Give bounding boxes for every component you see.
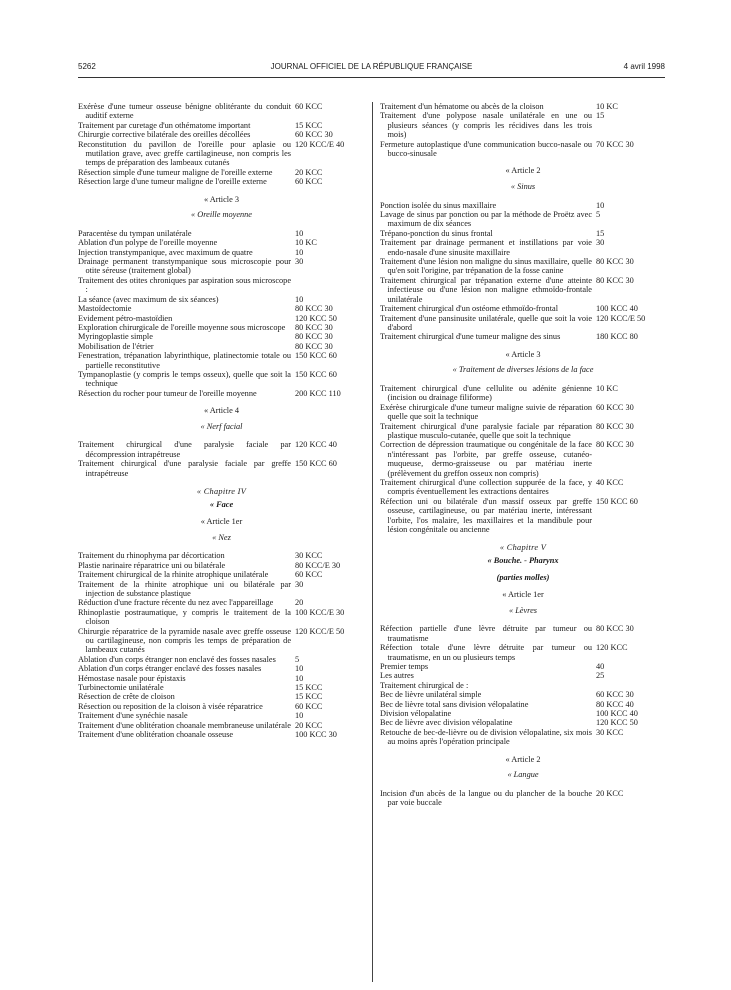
procedure-label: Traitement chirurgical d'une collection suppurée de la face, y compris éventuellement les extractions dentaires [380, 477, 592, 497]
tariff-row [78, 314, 365, 323]
chapter-title: « Bouche. - Pharynx [487, 556, 559, 565]
procedure-label: Chirurgie réparatrice de la pyramide nasale avec greffe osseuse ou cartilagineuse, non compris les temps de préparation de lambeaux cutanés [78, 626, 291, 655]
tariff-row [78, 440, 365, 459]
tariff-value: 70 KCC 30 [596, 139, 634, 149]
tariff-value: 15 [596, 111, 605, 121]
tariff-value: 15 [596, 228, 605, 238]
procedure-label: Tympanoplastie (y compris le temps osseux), quelle que soit la technique [78, 369, 291, 389]
tariff-row [78, 711, 365, 720]
tariff-value: 120 KCC/E 40 [295, 139, 345, 149]
tariff-row [78, 238, 365, 247]
tariff-value: 100 KCC/E 30 [295, 607, 345, 617]
procedure-label: Correction de dépression traumatique ou congénitale de la face n'intéressant pas l'orbite, par greffe osseuse, cutanéo-muqueuse, dermo-graisseuse ou par matériau inerte (prélèvement du greffon osseux non compris) [380, 440, 592, 478]
procedure-label: La séance (avec maximum de six séances) [78, 294, 219, 304]
tariff-value: 60 KCC 30 [295, 130, 333, 140]
tariff-value: 15 KCC [295, 120, 323, 130]
tariff-row [380, 497, 666, 535]
tariff-value: 120 KCC/E 50 [295, 626, 345, 636]
tariff-value: 20 KCC [295, 167, 323, 177]
procedure-label: Traitement d'une polypose nasale unilatérale en une ou plusieurs séances (y compris les récidives dans les trois mois) [380, 111, 592, 140]
tariff-row [380, 304, 666, 313]
tariff-row [78, 459, 365, 478]
tariff-value: 30 KCC [596, 727, 624, 737]
tariff-row [380, 422, 666, 441]
tariff-row [380, 229, 666, 238]
procedure-label: Résection simple d'une tumeur maligne de l'oreille externe [78, 167, 273, 177]
tariff-row [78, 389, 365, 398]
tariff-row [78, 168, 365, 177]
tariff-row [380, 238, 666, 257]
procedure-label: Traitement d'un hématome ou abcès de la cloison [380, 102, 544, 111]
procedure-label: Résection du rocher pour tumeur de l'oreille moyenne [78, 388, 257, 398]
article-heading: « Article 3 [203, 194, 240, 204]
tariff-value: 30 KCC [295, 551, 323, 561]
procedure-label: Traitement par curetage d'un othématome important [78, 120, 251, 130]
tariff-row [380, 728, 666, 747]
tariff-row [78, 248, 365, 257]
tariff-row [78, 323, 365, 332]
tariff-value: 10 [295, 247, 304, 257]
procedure-label: Résection de crête de cloison [78, 692, 175, 702]
tariff-row [380, 111, 666, 139]
procedure-label: Division vélopalatine [380, 709, 452, 719]
tariff-row [380, 718, 666, 727]
tariff-row [380, 140, 666, 159]
tariff-row [78, 683, 365, 692]
tariff-row [380, 624, 666, 643]
chapter-title: (parties molles) [496, 572, 550, 582]
procedure-label: Ablation d'un corps étranger enclavé des fosses nasales [78, 664, 262, 674]
procedure-label: Exérèse chirurgicale d'une tumeur maligne suivie de réparation quelle que soit la technique [380, 402, 592, 422]
tariff-row [380, 690, 666, 699]
procedure-label: Réfection totale d'une lèvre détruite par tumeur ou traumatisme, en un ou plusieurs temps [380, 643, 592, 662]
procedure-label: Mobilisation de l'étrier [78, 341, 154, 351]
tariff-row [78, 561, 365, 570]
tariff-value: 80 KCC 30 [596, 275, 634, 285]
tariff-row [78, 342, 365, 351]
tariff-value: 80 KCC 40 [596, 699, 634, 709]
tariff-row [78, 295, 365, 304]
section-heading: « Langue [507, 770, 539, 780]
tariff-value: 150 KCC 60 [295, 351, 337, 361]
procedure-label: Ablation d'un polype de l'oreille moyenne [78, 238, 218, 248]
procedure-label: Fenestration, trépanation labyrinthique, platinectomie totale ou partielle reconstitutive [78, 351, 291, 370]
section-heading: « Nez [212, 532, 231, 542]
tariff-row [78, 580, 365, 599]
procedure-label: Traitement par drainage permanent et instillations par voie endo-nasale d'une sinusite maxillaire [380, 238, 592, 257]
tariff-value: 10 KC [596, 102, 618, 111]
tariff-value [592, 681, 666, 690]
procedure-label: Ablation d'un corps étranger non enclavé des fosses nasales [78, 654, 276, 664]
tariff-value: 60 KCC [295, 570, 323, 580]
tariff-row [380, 440, 666, 478]
tariff-row [380, 276, 666, 304]
tariff-row [78, 140, 365, 168]
procedure-label: Traitement chirurgical d'un ostéome ethmoïdo-frontal [380, 304, 558, 314]
procedure-label: Fermeture autoplastique d'une communication bucco-nasale ou bucco-sinusale [380, 139, 592, 159]
tariff-row [78, 570, 365, 579]
chapter-title: « Face [209, 499, 234, 509]
tariff-value: 60 KCC [295, 102, 323, 111]
tariff-row [380, 314, 666, 333]
tariff-row [78, 257, 365, 276]
procedure-label: Résection large d'une tumeur maligne de l'oreille externe [78, 177, 267, 187]
tariff-value: 10 [295, 673, 304, 683]
tariff-row [380, 643, 666, 662]
tariff-value: 25 [596, 671, 605, 681]
chapter-heading: « Chapitre IV [196, 486, 247, 496]
procedure-label: Injection transtympanique, avec maximum de quatre [78, 247, 253, 257]
tariff-value: 10 [596, 200, 605, 210]
tariff-value [291, 276, 365, 295]
tariff-value: 60 KCC [295, 701, 323, 711]
tariff-value: 80 KCC 30 [596, 440, 634, 450]
procedure-label: Traitement d'une oblitération choanale membraneuse unilatérale [78, 720, 291, 730]
procedure-label: Incision d'un abcès de la langue ou du plancher de la bouche par voie buccale [380, 788, 592, 808]
tariff-row [78, 370, 365, 389]
tariff-value: 80 KCC 30 [295, 322, 333, 332]
procedure-label: Mastoïdectomie [78, 304, 132, 314]
tariff-value: 60 KCC 30 [596, 402, 634, 412]
tariff-value: 5 [596, 210, 601, 220]
article-heading: « Article 1er [502, 590, 544, 600]
section-heading: « Nerf facial [200, 421, 243, 431]
procedure-label: Réfection uni ou bilatérale d'un massif osseux par greffe osseuse, cartilagineuse, ou par matériau inerte, intéressant l'orbite, l'os malaire, les maxillaires et la mandibule pour lésion congénitale ou ancienne [380, 496, 592, 534]
issue-date: 4 avril 1998 [623, 62, 665, 71]
article-heading: « Article 1er [200, 517, 243, 527]
tariff-row [380, 709, 666, 718]
tariff-row [380, 478, 666, 497]
tariff-row [380, 403, 666, 422]
tariff-row [380, 681, 666, 690]
tariff-value: 80 KCC 30 [596, 624, 634, 634]
procedure-label: Résection ou reposition de la cloison à visée réparatrice [78, 701, 263, 711]
tariff-row [380, 789, 666, 808]
procedure-label: Myringoplastie simple [78, 332, 153, 342]
procedure-label: Exérèse d'une tumeur osseuse bénigne oblitérante du conduit auditif externe [78, 102, 291, 121]
tariff-row [380, 102, 666, 111]
procedure-label: Turbinectomie unilatérale [78, 683, 164, 693]
tariff-value: 80 KCC 30 [596, 421, 634, 431]
tariff-value: 100 KCC 30 [295, 730, 337, 740]
procedure-label: Bec de lièvre unilatéral simple [380, 690, 482, 700]
tariff-row [78, 121, 365, 130]
tariff-value: 10 [295, 711, 304, 721]
procedure-label: Premier temps [380, 662, 429, 671]
tariff-value: 20 KCC [596, 788, 624, 798]
tariff-row [78, 304, 365, 313]
left-column [78, 102, 365, 739]
page-header [78, 62, 665, 74]
procedure-label: Traitement chirurgical de : [380, 680, 469, 690]
procedure-label: Trépano-ponction du sinus frontal [380, 228, 493, 238]
tariff-row [78, 229, 365, 238]
tariff-row [380, 384, 666, 403]
procedure-label: Drainage permanent transtympanique sous microscopie pour otite séreuse (traitement global) [78, 257, 291, 276]
procedure-label: Traitement d'une lésion non maligne du sinus maxillaire, quelle qu'en soit l'origine, par trépanation de la fosse canine [380, 257, 592, 276]
tariff-value: 20 KCC [295, 720, 323, 730]
procedure-label: Traitement chirurgical d'une paralysie faciale par réparation plastique musculo-cutanée, quelle que soit la technique [380, 421, 592, 440]
tariff-value: 120 KCC 40 [295, 440, 337, 450]
procedure-label: Ponction isolée du sinus maxillaire [380, 200, 497, 210]
tariff-row [78, 276, 365, 295]
procedure-label: Traitement chirurgical par trépanation externe d'une atteinte infectieuse ou d'une lésion non maligne ethmoïdo-frontale unilatérale [380, 275, 592, 304]
tariff-value: 80 KCC 30 [295, 341, 333, 351]
tariff-row [78, 608, 365, 627]
tariff-row [78, 721, 365, 730]
tariff-value: 80 KCC/E 30 [295, 560, 341, 570]
tariff-value: 80 KCC 30 [596, 257, 634, 267]
tariff-value: 120 KCC 50 [596, 718, 638, 728]
procedure-label: Réfection partielle d'une lèvre détruite par tumeur ou traumatisme [380, 624, 592, 643]
tariff-value: 150 KCC 60 [596, 496, 638, 506]
tariff-row [78, 627, 365, 655]
header-rule [78, 77, 665, 78]
right-column [380, 102, 666, 808]
tariff-value: 200 KCC 110 [295, 388, 341, 398]
procedure-label: Bec de lièvre total sans division vélopalatine [380, 699, 529, 709]
procedure-label: Lavage de sinus par ponction ou par la méthode de Proëtz avec maximum de dix séances [380, 210, 592, 229]
section-heading: « Sinus [510, 182, 536, 192]
procedure-label: Traitement des otites chroniques par aspiration sous microscope : [78, 275, 291, 295]
tariff-value: 80 KCC 30 [295, 304, 333, 314]
procedure-label: Traitement chirurgical d'une paralysie faciale par décompression intrapétreuse [78, 440, 291, 459]
tariff-row [78, 702, 365, 711]
tariff-value: 100 KCC 40 [596, 304, 638, 314]
procedure-label: Traitement chirurgical d'une tumeur maligne des sinus [380, 332, 561, 342]
page-number: 5262 [78, 62, 96, 71]
procedure-label: Traitement d'une oblitération choanale osseuse [78, 730, 234, 740]
procedure-label: Traitement chirurgical d'une paralysie faciale par greffe intrapétreuse [78, 459, 291, 478]
section-heading: « Traitement de diverses lésions de la face [452, 365, 594, 375]
tariff-row [380, 332, 666, 341]
tariff-value: 10 [295, 664, 304, 674]
column-divider [372, 102, 373, 982]
tariff-value: 80 KCC 30 [295, 332, 333, 342]
tariff-value: 60 KCC 30 [596, 690, 634, 700]
procedure-label: Les autres [380, 671, 414, 681]
tariff-value: 120 KCC [596, 643, 628, 653]
tariff-row [380, 257, 666, 276]
tariff-value: 20 [295, 598, 304, 608]
tariff-value: 150 KCC 60 [295, 459, 337, 469]
tariff-value: 10 [295, 294, 304, 304]
procedure-label: Traitement de la rhinite atrophique uni ou bilatérale par injection de substance plastique [78, 579, 291, 598]
tariff-row [78, 598, 365, 607]
procedure-label: Réduction d'une fracture récente du nez avec l'appareillage [78, 598, 274, 608]
tariff-row [380, 671, 666, 680]
tariff-value: 30 [295, 579, 304, 589]
tariff-row [78, 177, 365, 186]
tariff-value: 60 KCC [295, 177, 323, 187]
tariff-row [78, 730, 365, 739]
tariff-row [78, 351, 365, 370]
tariff-row [78, 664, 365, 673]
section-heading: « Oreille moyenne [191, 210, 252, 220]
article-heading: « Article 4 [203, 406, 240, 416]
procedure-label: Plastie narinaire réparatrice uni ou bilatérale [78, 560, 226, 570]
tariff-value: 180 KCC 80 [596, 332, 638, 342]
article-heading: « Article 2 [505, 166, 541, 176]
procedure-label: Evidement pétro-mastoïdien [78, 313, 173, 323]
tariff-value: 15 KCC [295, 683, 323, 693]
tariff-value: 30 [596, 238, 605, 248]
tariff-value: 10 KC [295, 238, 317, 248]
section-heading: « Lèvres [508, 605, 538, 615]
procedure-label: Traitement chirurgical d'une cellulite ou adénite génienne (incision ou drainage filiforme) [380, 383, 592, 403]
tariff-row [78, 551, 365, 560]
tariff-row [380, 201, 666, 210]
tariff-value: 150 KCC 60 [295, 369, 337, 379]
tariff-row [78, 102, 365, 121]
tariff-value: 10 KC [596, 383, 618, 393]
tariff-row [380, 662, 666, 671]
tariff-value: 100 KCC 40 [596, 709, 638, 719]
tariff-value: 40 [596, 662, 605, 671]
procedure-label: Exploration chirurgicale de l'oreille moyenne sous microscope [78, 322, 286, 332]
procedure-label: Traitement chirurgical de la rhinite atrophique unilatérale [78, 570, 269, 580]
tariff-row [78, 332, 365, 341]
tariff-value: 30 [295, 257, 304, 267]
tariff-value: 10 [295, 228, 304, 238]
procedure-label: Bec de lièvre avec division vélopalatine [380, 718, 513, 728]
tariff-row [380, 700, 666, 709]
tariff-value: 5 [295, 654, 300, 664]
tariff-row [78, 674, 365, 683]
article-heading: « Article 2 [505, 754, 541, 764]
procedure-label: Rhinoplastie postraumatique, y compris le traitement de la cloison [78, 607, 291, 627]
tariff-row [78, 130, 365, 139]
procedure-label: Hémostase nasale pour épistaxis [78, 673, 186, 683]
procedure-label: Traitement d'une synéchie nasale [78, 711, 188, 721]
procedure-label: Retouche de bec-de-lièvre ou de division vélopalatine, six mois au moins après l'opération principale [380, 727, 592, 747]
tariff-row [78, 655, 365, 664]
tariff-value: 15 KCC [295, 692, 323, 702]
procedure-label: Traitement du rhinophyma par décortication [78, 551, 225, 561]
tariff-value: 120 KCC/E 50 [596, 313, 646, 323]
tariff-row [78, 692, 365, 701]
chapter-heading: « Chapitre V [499, 543, 547, 553]
tariff-value: 40 KCC [596, 477, 624, 487]
tariff-row [380, 210, 666, 229]
procedure-label: Reconstitution du pavillon de l'oreille pour aplasie ou mutilation grave, avec greffe cartilagineuse, non compris les temps de préparation des lambeaux cutanés [78, 139, 291, 168]
procedure-label: Traitement d'une pansinusite unilatérale, quelle que soit la voie d'abord [380, 313, 592, 332]
procedure-label: Paracentèse du tympan unilatérale [78, 228, 192, 238]
journal-title: JOURNAL OFFICIEL DE LA RÉPUBLIQUE FRANÇAISE [270, 62, 473, 71]
procedure-label: Chirurgie corrective bilatérale des oreilles décollées [78, 130, 251, 140]
tariff-value: 120 KCC 50 [295, 313, 337, 323]
article-heading: « Article 3 [505, 349, 541, 359]
